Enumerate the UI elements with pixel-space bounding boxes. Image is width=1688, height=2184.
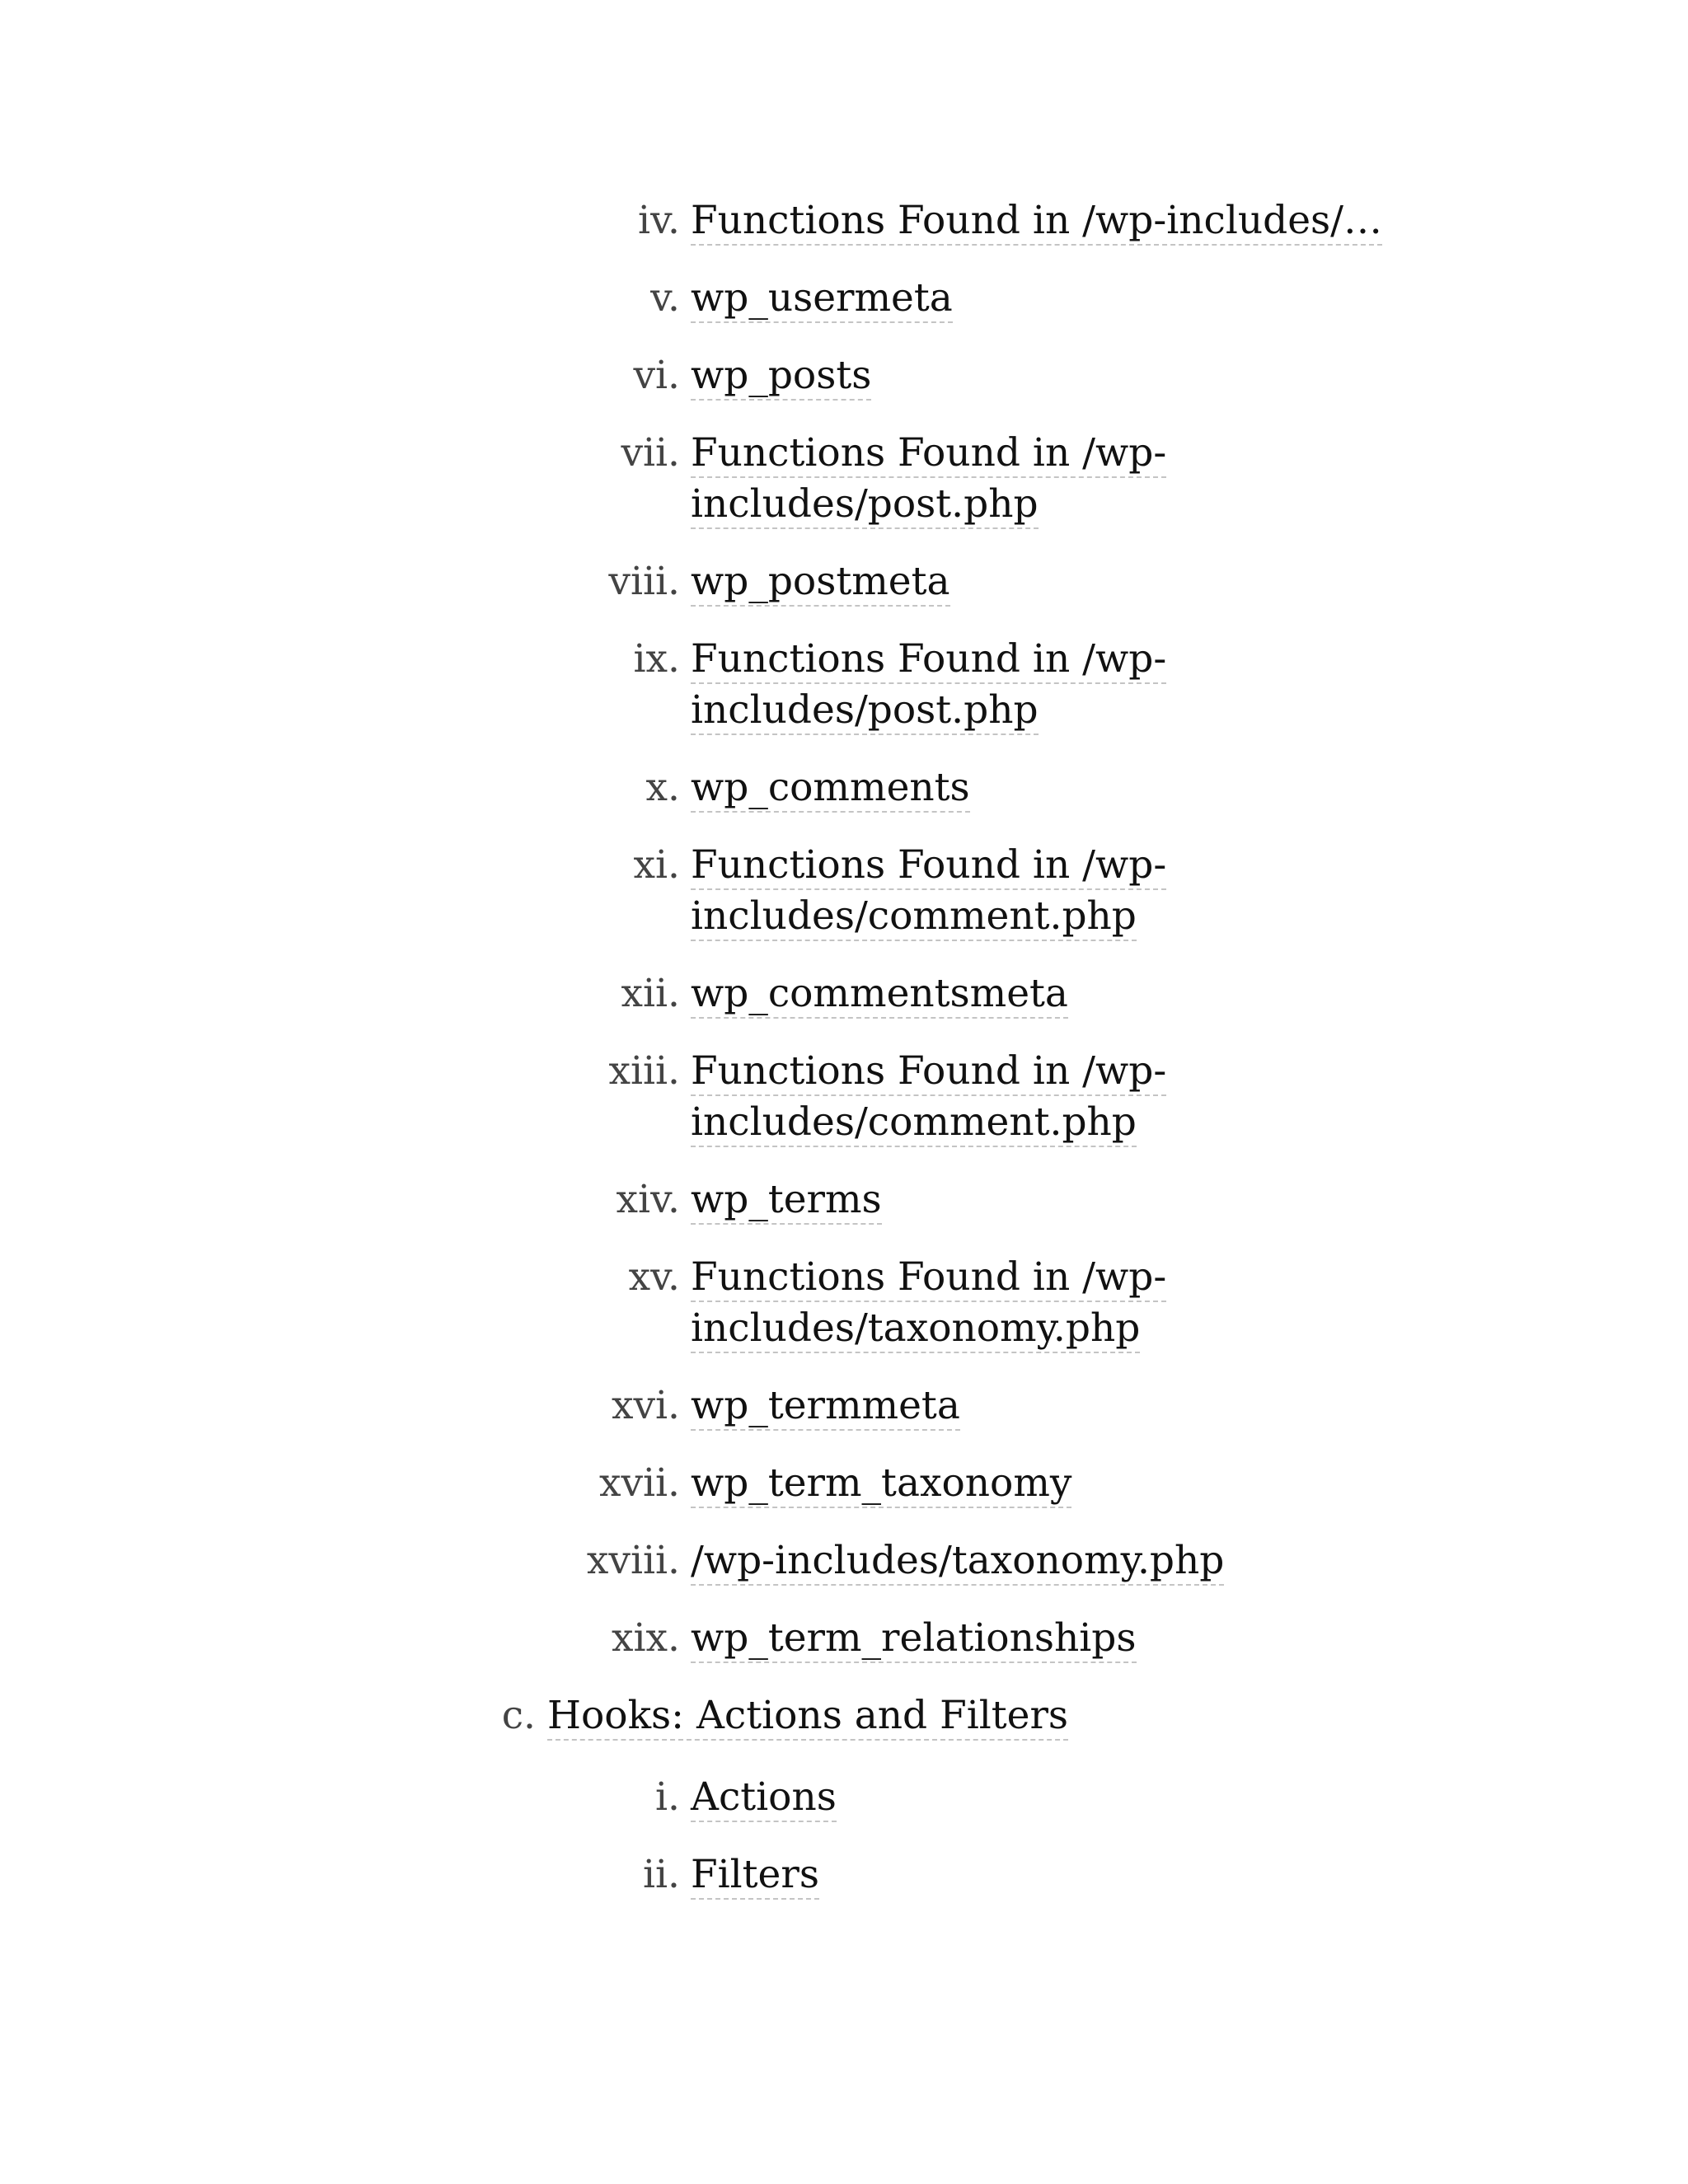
toc-item-number: xvi. bbox=[611, 1383, 680, 1428]
toc-section-link[interactable]: Hooks: Actions and Filters bbox=[547, 1693, 1068, 1741]
toc-item-number: ii. bbox=[642, 1852, 680, 1897]
toc-item-number: v. bbox=[650, 275, 680, 321]
toc-link[interactable]: /wp-includes/taxonomy.php bbox=[691, 1538, 1224, 1586]
toc-item-number: i. bbox=[655, 1774, 680, 1820]
toc-link[interactable]: wp_term_taxonomy bbox=[691, 1460, 1071, 1508]
toc-link[interactable]: Functions Found in /wp-includes/… bbox=[691, 198, 1382, 246]
toc-link[interactable]: Actions bbox=[691, 1774, 837, 1822]
toc-item-number: xiii. bbox=[608, 1048, 680, 1094]
toc-link[interactable]: wp_usermeta bbox=[691, 275, 953, 323]
toc-item-number: viii. bbox=[608, 559, 680, 604]
toc-item-number: xi. bbox=[633, 842, 680, 888]
toc-link[interactable]: wp_commentsmeta bbox=[691, 971, 1068, 1019]
toc-link[interactable]: Functions Found in /wp- bbox=[691, 842, 1166, 890]
toc-link[interactable]: wp_terms bbox=[691, 1177, 882, 1225]
toc-link[interactable]: wp_postmeta bbox=[691, 559, 950, 607]
toc-item-number: xv. bbox=[628, 1254, 680, 1300]
toc-item-number: xiv. bbox=[616, 1177, 680, 1222]
toc-item-number: vi. bbox=[633, 353, 680, 398]
toc-link[interactable]: wp_termmeta bbox=[691, 1383, 960, 1431]
toc-link[interactable]: wp_term_relationships bbox=[691, 1615, 1137, 1663]
toc-item-number: x. bbox=[645, 765, 680, 810]
toc-link[interactable]: Functions Found in /wp- bbox=[691, 636, 1166, 684]
toc-link[interactable]: includes/comment.php bbox=[691, 1099, 1137, 1147]
toc-item-number: xii. bbox=[621, 971, 680, 1016]
toc-item-number: xviii. bbox=[586, 1538, 680, 1583]
toc-section-number: c. bbox=[501, 1693, 536, 1738]
toc-item-number: ix. bbox=[633, 636, 680, 682]
toc-item-number: iv. bbox=[638, 198, 680, 243]
toc-item-number: vii. bbox=[621, 430, 680, 476]
toc-item-number: xvii. bbox=[598, 1460, 680, 1506]
toc-link[interactable]: Filters bbox=[691, 1852, 819, 1900]
toc-link[interactable]: Functions Found in /wp- bbox=[691, 430, 1166, 478]
toc-link[interactable]: includes/post.php bbox=[691, 687, 1039, 735]
toc-link[interactable]: wp_comments bbox=[691, 765, 970, 813]
toc-link[interactable]: wp_posts bbox=[691, 353, 871, 401]
toc-item-number: xix. bbox=[612, 1615, 680, 1661]
toc-link[interactable]: Functions Found in /wp- bbox=[691, 1048, 1166, 1096]
toc-link[interactable]: Functions Found in /wp- bbox=[691, 1254, 1166, 1302]
toc-link[interactable]: includes/comment.php bbox=[691, 893, 1137, 941]
toc-link[interactable]: includes/taxonomy.php bbox=[691, 1305, 1140, 1353]
toc-link[interactable]: includes/post.php bbox=[691, 481, 1039, 529]
